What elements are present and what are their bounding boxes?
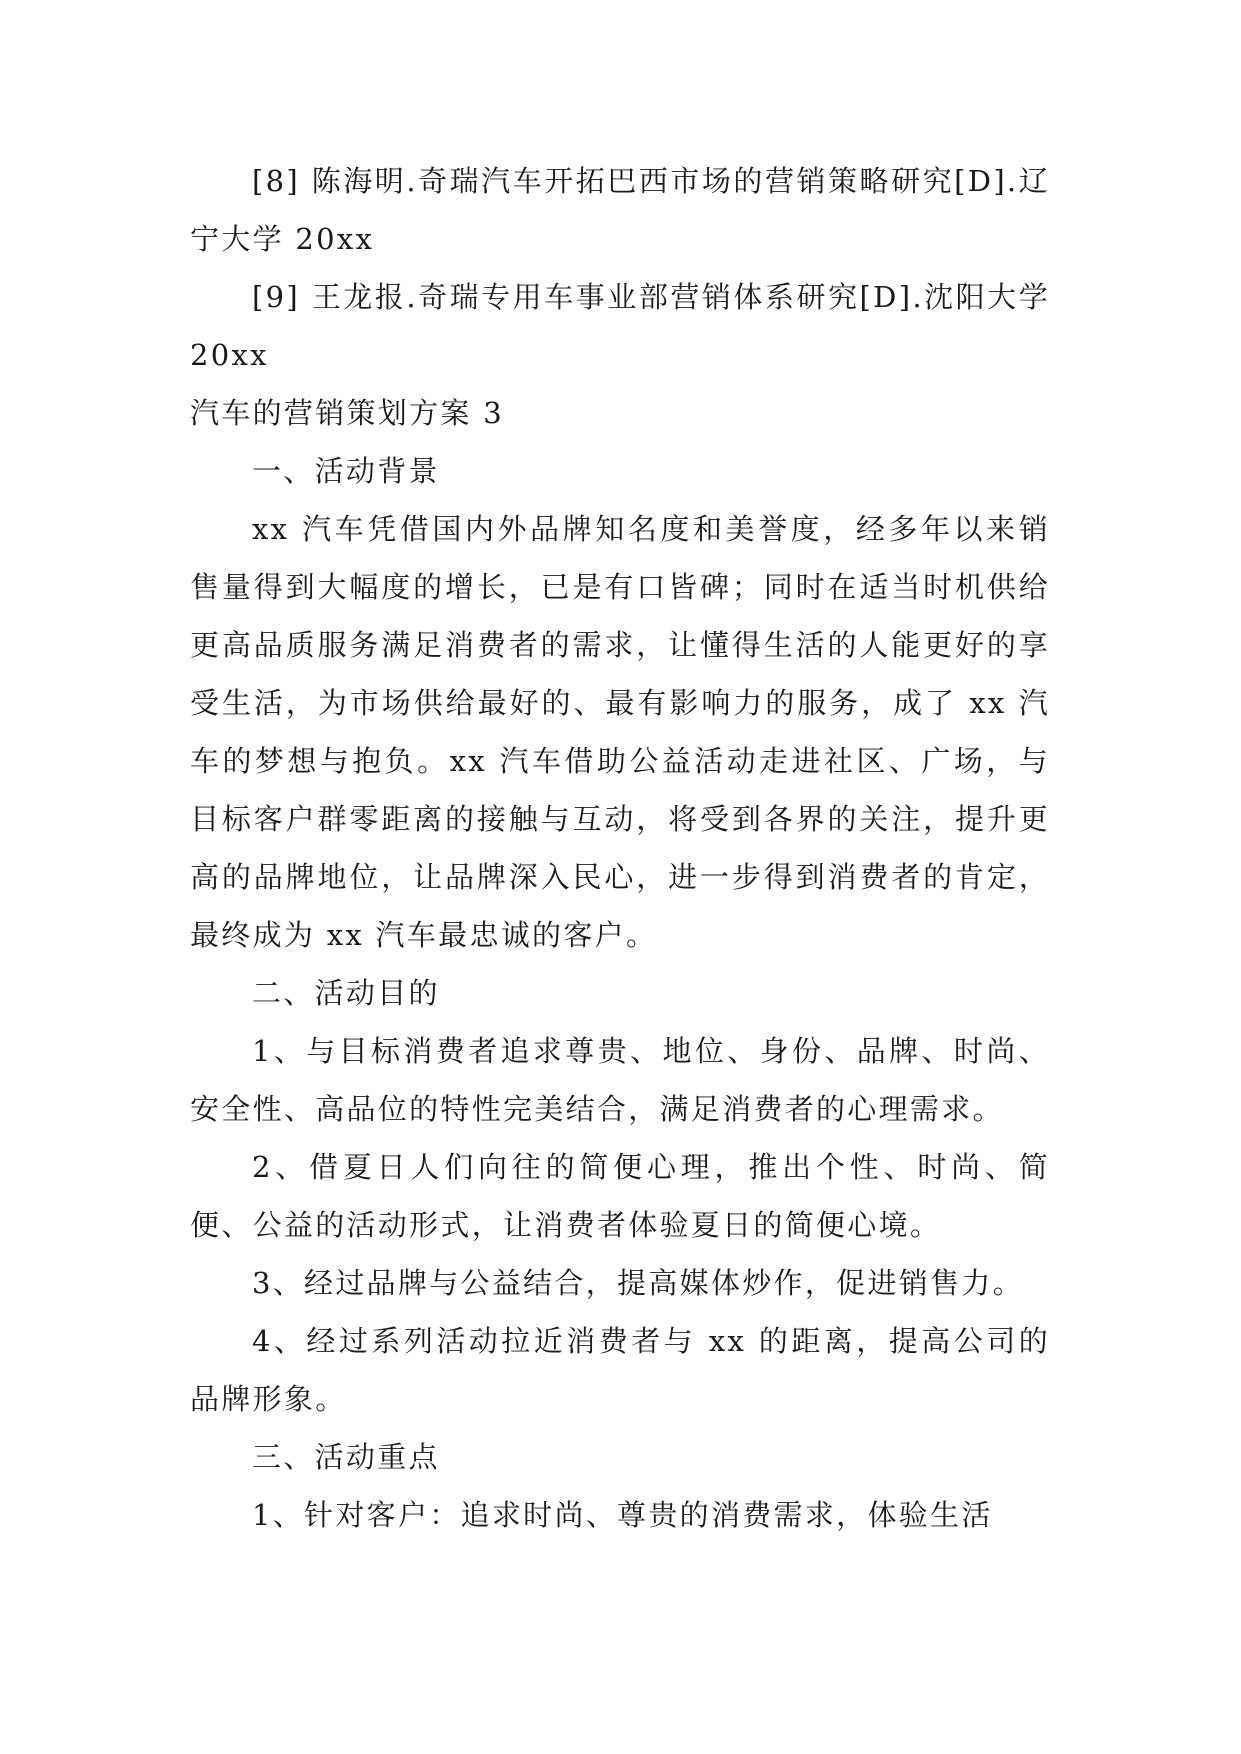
purpose-item-1: 1、与目标消费者追求尊贵、地位、身份、品牌、时尚、安全性、高品位的特性完美结合，满足消费者的心理需求。 [190,1034,1050,1126]
document-body [190,152,1050,1544]
section-heading-focus: 三、活动重点 [252,1440,440,1474]
section-heading-purpose: 二、活动目的 [252,976,440,1010]
purpose-item-4: 4、经过系列活动拉近消费者与 xx 的距离，提高公司的品牌形象。 [190,1324,1050,1416]
focus-item-1: 1、针对客户：追求时尚、尊贵的消费需求，体验生活 [252,1498,993,1532]
reference-8: [8] 陈海明.奇瑞汽车开拓巴西市场的营销策略研究[D].辽宁大学 20xx [190,164,1050,256]
document-title: 汽车的营销策划方案 3 [190,396,504,430]
background-paragraph: xx 汽车凭借国内外品牌知名度和美誉度，经多年以来销售量得到大幅度的增长，已是有口皆碑；同时在适当时机供给更高品质服务满足消费者的需求，让懂得生活的人能更好的享受生活，为市场供给最好的、最有影响力的服务，成了 xx 汽车的梦想与抱负。xx 汽车借助公益活动走进社区、广场，与目标客户群零距离的接触与互动，将受到各界的关注，提升更高的品牌地位，让品牌深入民心，进一步得到消费者的肯定，最终成为 xx 汽车最忠诚的客户。 [190,512,1050,952]
section-heading-background: 一、活动背景 [252,454,440,488]
purpose-item-2: 2、借夏日人们向往的简便心理，推出个性、时尚、简便、公益的活动形式，让消费者体验夏日的简便心境。 [190,1150,1050,1242]
reference-9: [9] 王龙报.奇瑞专用车事业部营销体系研究[D].沈阳大学 20xx [190,280,1050,372]
purpose-item-3: 3、经过品牌与公益结合，提高媒体炒作，促进销售力。 [252,1266,1024,1300]
